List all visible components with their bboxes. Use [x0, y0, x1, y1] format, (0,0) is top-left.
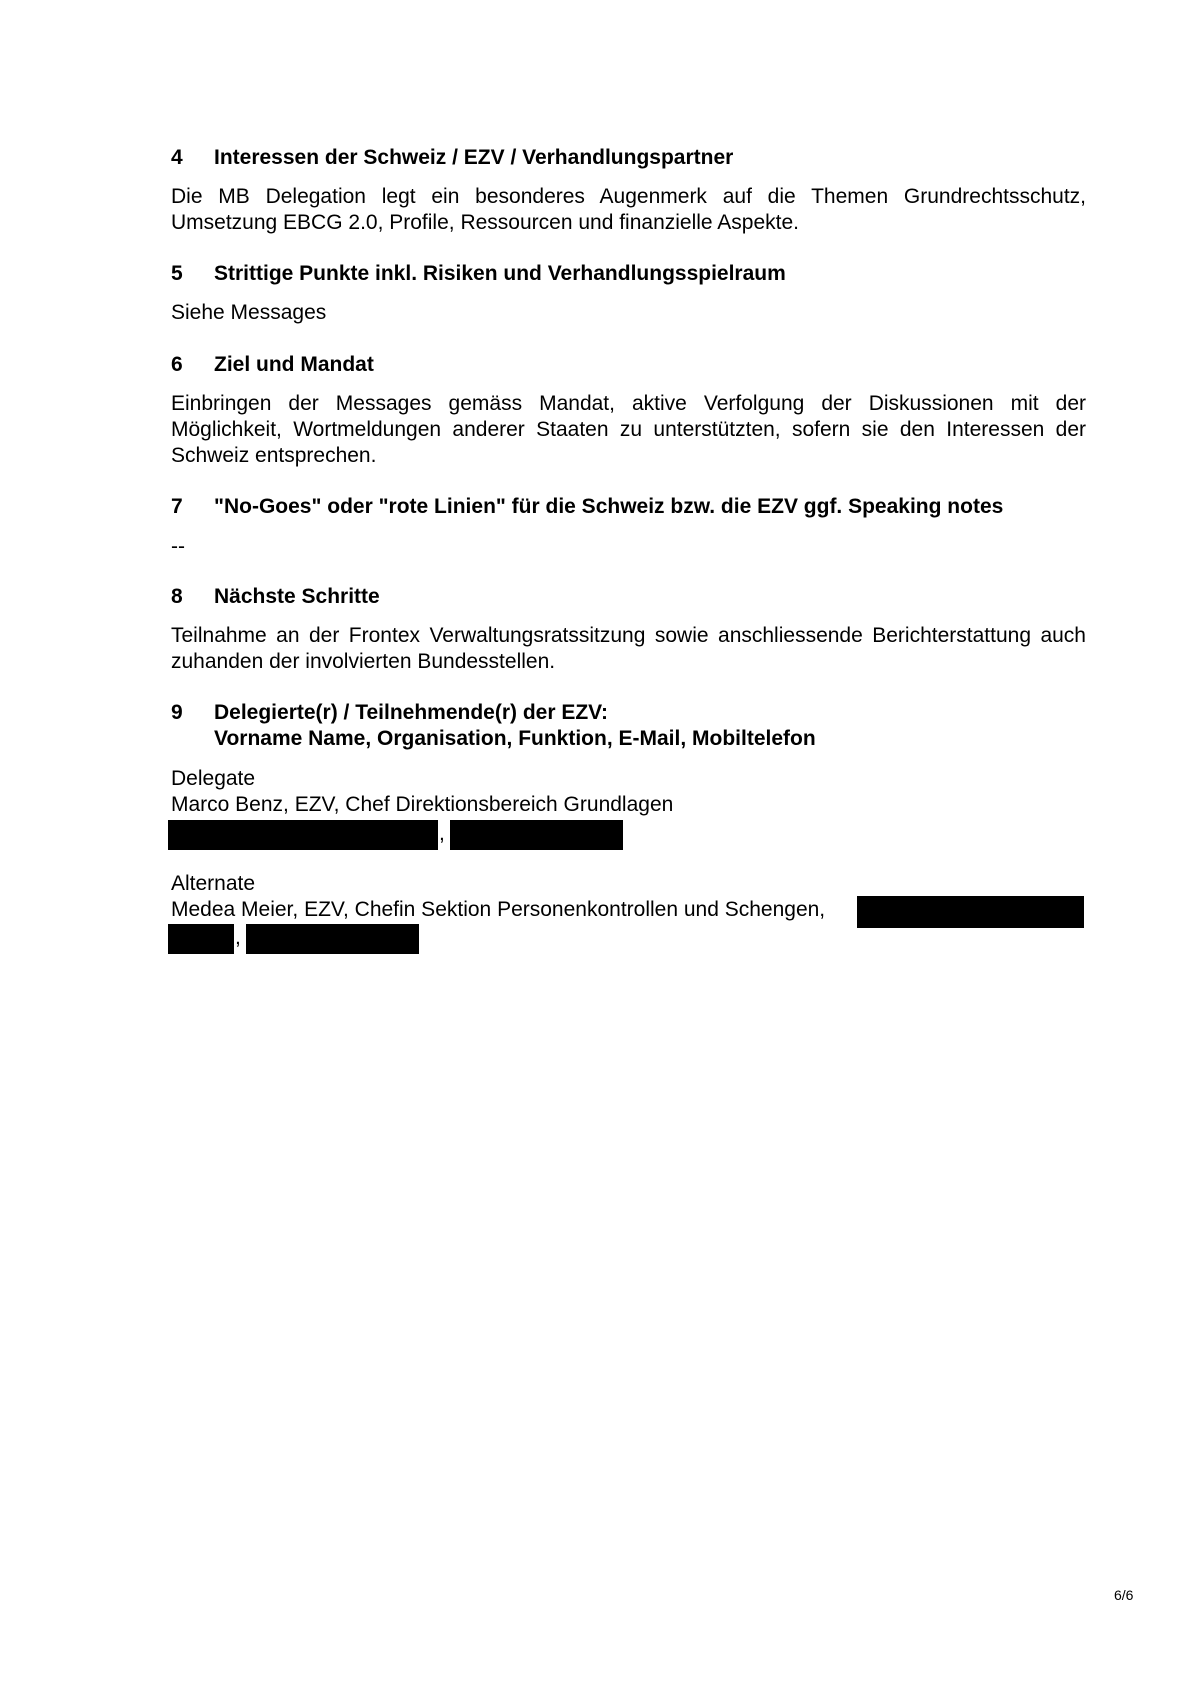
delegate-separator: , — [439, 822, 445, 845]
section-title: Ziel und Mandat — [214, 353, 374, 376]
section-title: Nächste Schritte — [214, 585, 380, 608]
section-title: "No-Goes" oder "rote Linien" für die Schweiz bzw. die EZV ggf. Speaking notes — [214, 495, 1004, 518]
section-number: 4 — [171, 146, 183, 169]
alternate-separator: , — [235, 926, 241, 949]
section-4-body: Die MB Delegation legt ein besonderes Augenmerk auf die Themen Grundrechtsschutz, Umsetzung EBCG 2.0, Profile, Ressourcen und finanzielle Aspekte. — [171, 185, 1086, 234]
redaction-block — [857, 896, 1084, 928]
alternate-details: Medea Meier, EZV, Chefin Sektion Personenkontrollen und Schengen, — [171, 898, 826, 921]
redaction-block — [168, 924, 234, 954]
redaction-block — [450, 820, 623, 850]
section-number: 5 — [171, 262, 183, 285]
redaction-block — [246, 924, 419, 954]
delegate-details: Marco Benz, EZV, Chef Direktionsbereich Grundlagen — [171, 793, 674, 816]
section-5-body: Siehe Messages — [171, 301, 327, 324]
section-title-line2: Vorname Name, Organisation, Funktion, E-Mail, Mobiltelefon — [214, 727, 816, 750]
delegate-label: Delegate — [171, 767, 256, 790]
section-number: 6 — [171, 353, 183, 376]
section-number: 9 — [171, 701, 183, 724]
section-title: Delegierte(r) / Teilnehmende(r) der EZV: — [214, 701, 609, 724]
section-number: 8 — [171, 585, 183, 608]
page-number: 6/6 — [1114, 1587, 1134, 1603]
redaction-block — [168, 820, 438, 850]
section-title: Strittige Punkte inkl. Risiken und Verhandlungsspielraum — [214, 262, 786, 285]
section-title: Interessen der Schweiz / EZV / Verhandlungspartner — [214, 146, 734, 169]
section-number: 7 — [171, 495, 183, 518]
section-8-body: Teilnahme an der Frontex Verwaltungsratssitzung sowie anschliessende Berichterstattung auch zuhanden der involvierten Bundesstellen. — [171, 624, 1086, 673]
section-7-body: -- — [171, 535, 185, 558]
section-6-body: Einbringen der Messages gemäss Mandat, aktive Verfolgung der Diskussionen mit der Möglichkeit, Wortmeldungen anderer Staaten zu unterstützten, sofern sie den Interessen der Schweiz entsprechen. — [171, 392, 1086, 467]
alternate-label: Alternate — [171, 872, 256, 895]
